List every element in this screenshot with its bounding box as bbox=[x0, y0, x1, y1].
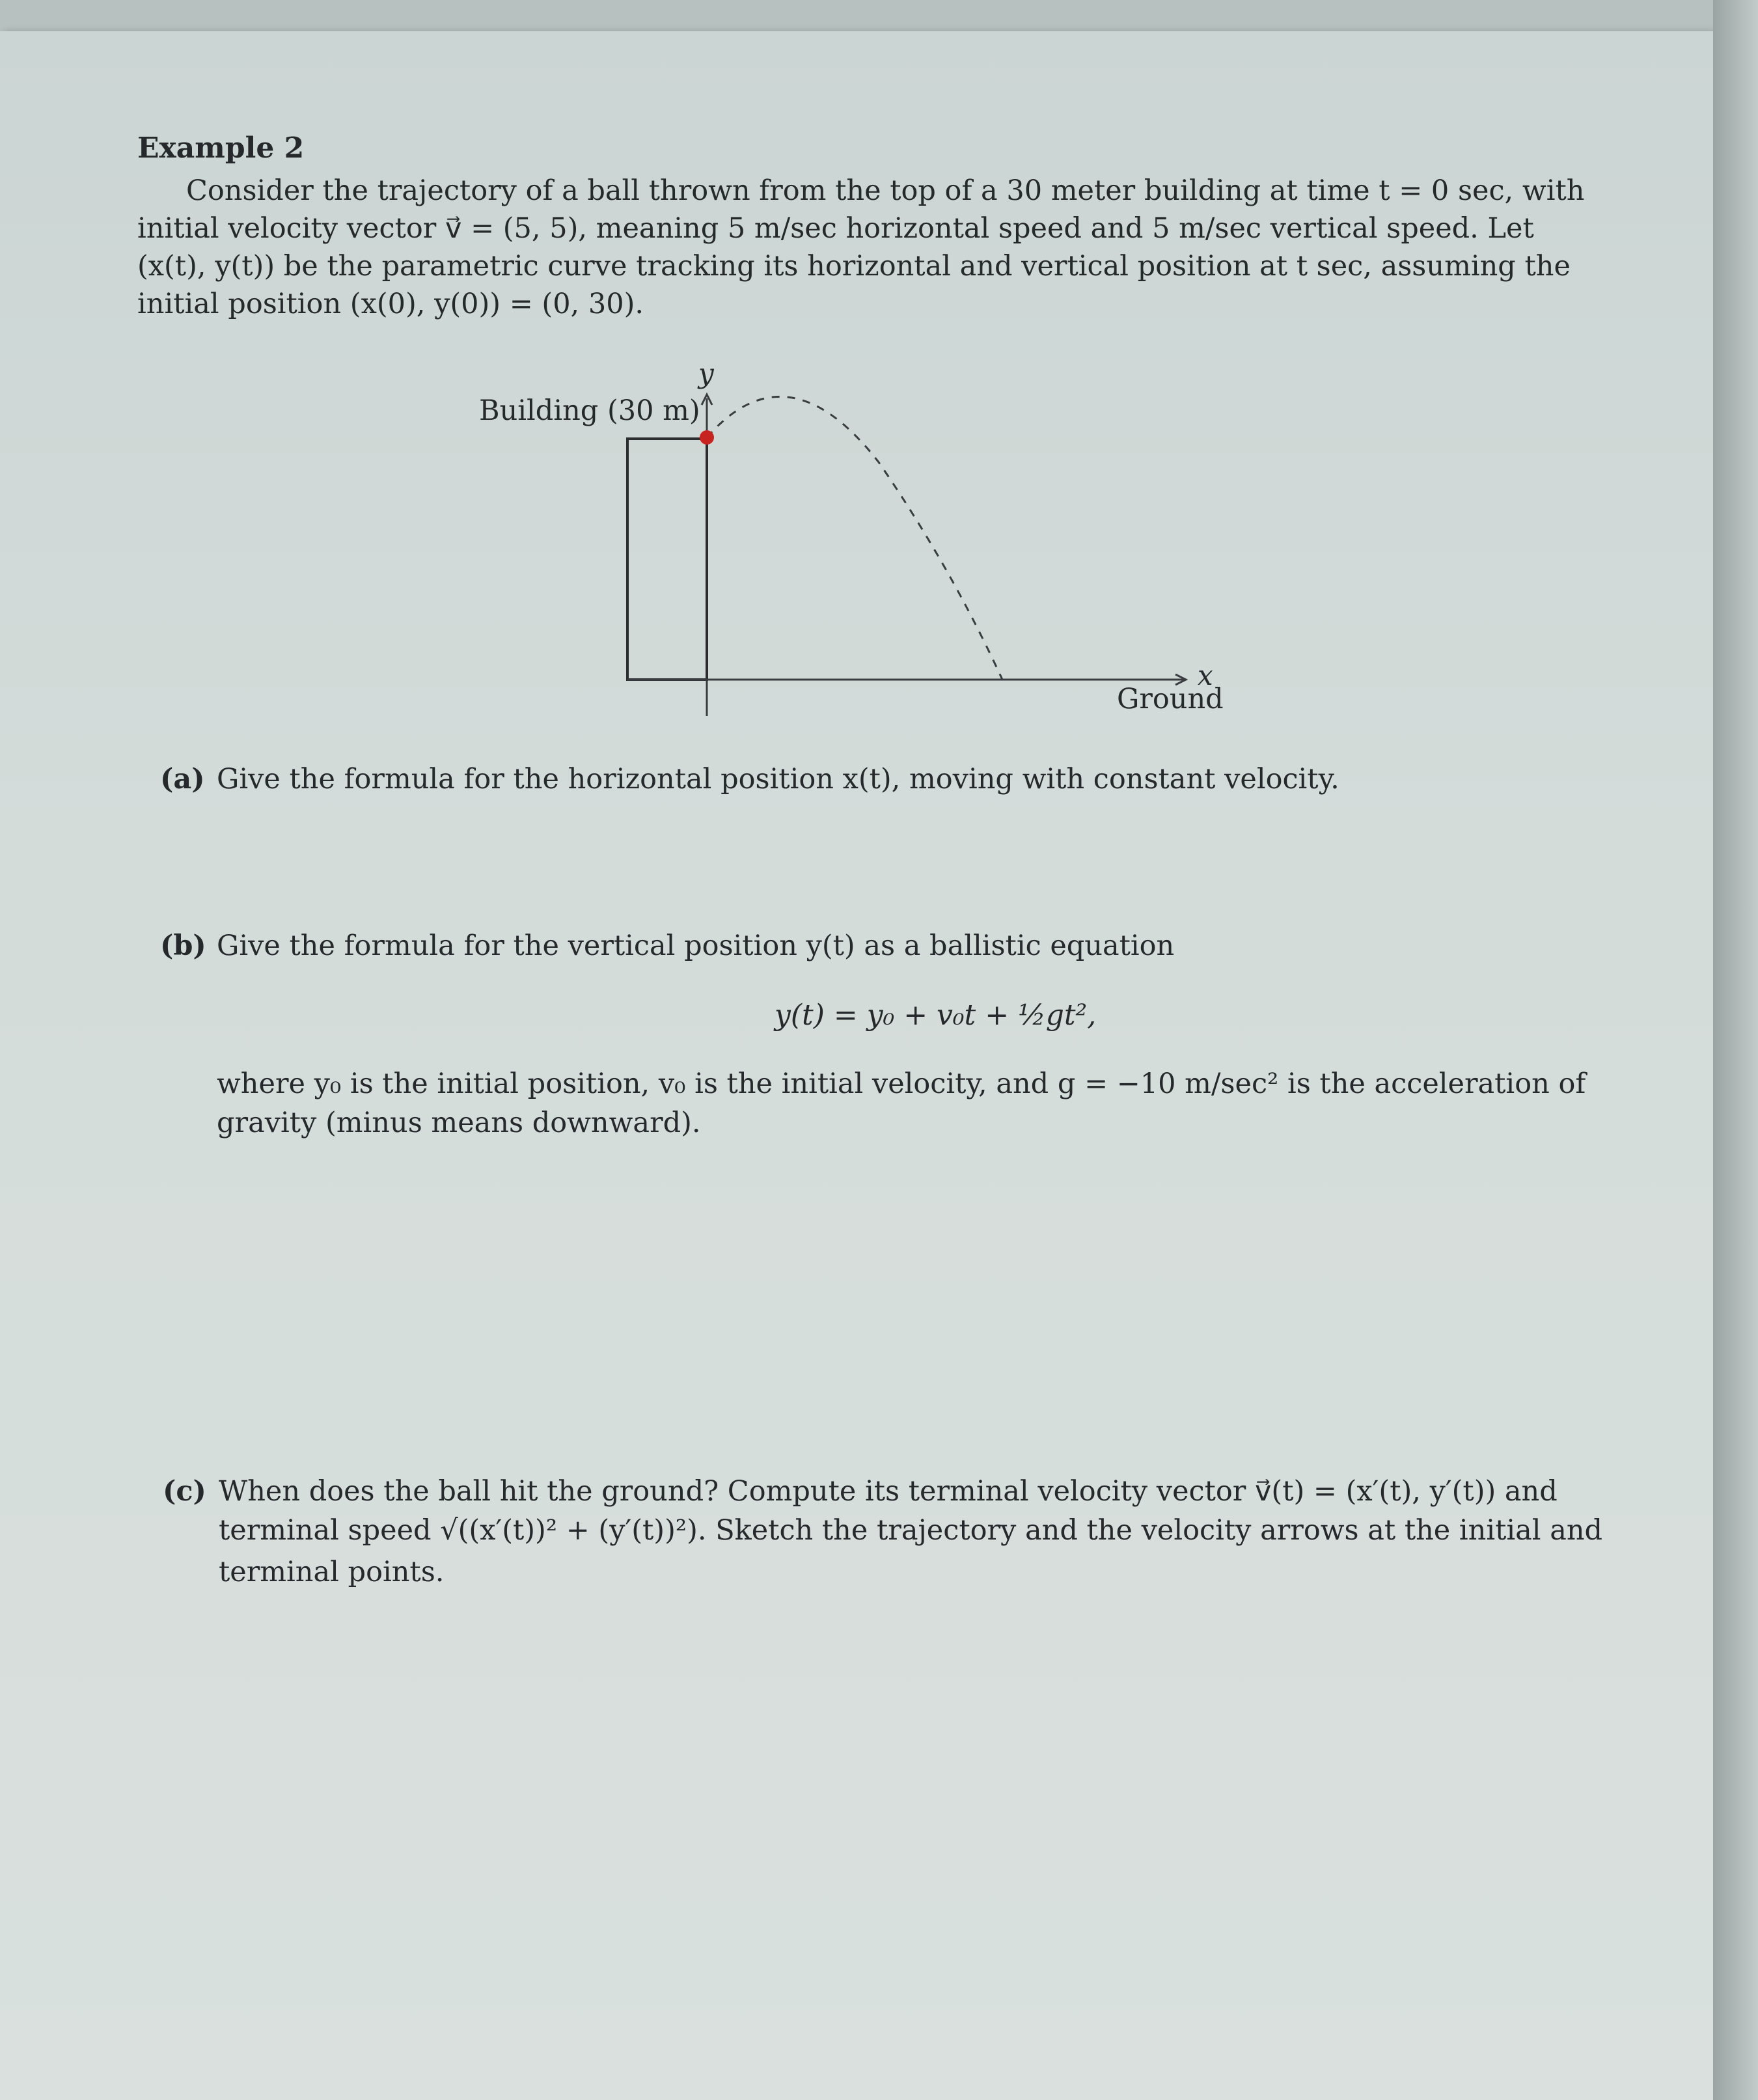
part-c-line-1: When does the ball hit the ground? Compute its terminal velocity vector v⃗(t) = (x′(t), y′(t)) and bbox=[219, 1475, 1558, 1508]
trajectory-figure bbox=[456, 352, 1237, 729]
page-edge bbox=[1713, 0, 1758, 2100]
part-a-text: Give the formula for the horizontal position x(t), moving with constant velocity. bbox=[217, 763, 1339, 795]
x-axis-label: x bbox=[1198, 659, 1213, 691]
intro-line-3: (x(t), y(t)) be the parametric curve tracking its horizontal and vertical position at t sec, assuming the bbox=[137, 250, 1571, 283]
ground-label: Ground bbox=[1117, 683, 1224, 715]
ballistic-equation: y(t) = y₀ + v₀t + ½gt², bbox=[775, 999, 1097, 1032]
example-heading: Example 2 bbox=[137, 131, 305, 165]
part-b bbox=[160, 930, 206, 962]
y-axis-label: y bbox=[698, 357, 714, 389]
part-c bbox=[163, 1475, 206, 1508]
part-a-label: (a) bbox=[160, 763, 205, 795]
part-a bbox=[160, 763, 205, 795]
top-margin bbox=[0, 0, 1758, 31]
intro-line-2: initial velocity vector v⃗ = (5, 5), meaning 5 m/sec horizontal speed and 5 m/sec vertical speed. Let bbox=[137, 212, 1534, 245]
trajectory-curve bbox=[707, 396, 1002, 680]
part-c-label: (c) bbox=[163, 1475, 206, 1508]
intro-line-4: initial position (x(0), y(0)) = (0, 30). bbox=[137, 288, 644, 320]
building-label: Building (30 m) bbox=[479, 394, 700, 427]
part-c-line-3: terminal points. bbox=[219, 1556, 445, 1588]
building-rect bbox=[627, 439, 707, 680]
document-page bbox=[0, 31, 1713, 2100]
intro-line-1: Consider the trajectory of a ball thrown from the top of a 30 meter building at time t = 0 sec, with bbox=[186, 174, 1585, 207]
part-b-where-line-1: where y₀ is the initial position, v₀ is the initial velocity, and g = −10 m/sec² is the acceleration of bbox=[217, 1068, 1586, 1100]
part-b-text: Give the formula for the vertical position y(t) as a ballistic equation bbox=[217, 930, 1175, 962]
part-b-label: (b) bbox=[160, 930, 206, 962]
ball-point bbox=[700, 430, 714, 445]
part-b-where-line-2: gravity (minus means downward). bbox=[217, 1107, 701, 1139]
part-c-line-2: terminal speed √((x′(t))² + (y′(t))²). Sketch the trajectory and the velocity arrows at the initial and bbox=[219, 1514, 1603, 1547]
